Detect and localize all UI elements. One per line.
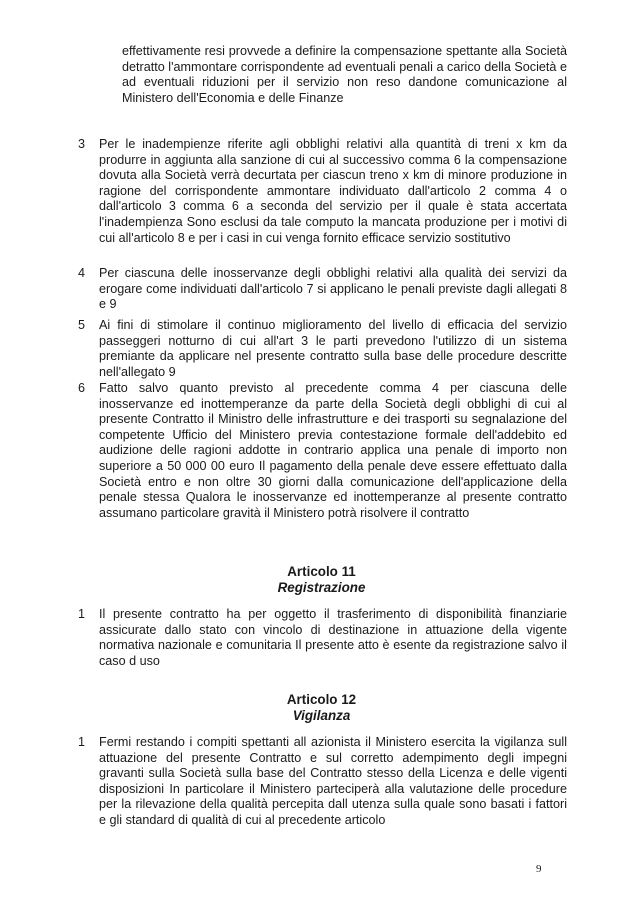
article-subtitle: Registrazione <box>277 580 366 595</box>
article-subtitle: Vigilanza <box>292 708 351 723</box>
paragraph-number: 6 <box>78 381 86 395</box>
paragraph-3 <box>78 137 567 246</box>
paragraph-number: 1 <box>78 607 86 621</box>
paragraph-text: Il presente contratto ha per oggetto il trasferimento di disponibilità finanziarie assicurate dallo stato con vincolo di destinazione in attuazione della vigente normativa nazionale e comunitaria Il presente atto è esente da registrazione salvo il caso d uso <box>99 607 567 668</box>
paragraph-text: Per le inadempienze riferite agli obblighi relativi alla quantità di treni x km da produrre in aggiunta alla sanzione di cui al successivo comma 6 la compensazione dovuta alla Società verrà decurtata per ciascun treno x km di minore produzione in ragione del corrispondente ammontare individuato dall'articolo 2 comma 4 o dall'articolo 3 comma 6 a seconda del servizio per il quale è stata accertata l'inadempienza Sono esclusi da tale computo la mancata produzione per i motivi di cui all'articolo 8 e per i casi in cui venga fornito efficace servizio sostitutivo <box>99 137 567 245</box>
article-title: Articolo 11 <box>287 564 356 579</box>
page-number: 9 <box>536 863 542 875</box>
continuation-paragraph: effettivamente resi provvede a definire la compensazione spettante alla Società detratto l'ammontare corrispondente ad eventuali penali a carico della Società e ad eventuali riduzioni per il servizio non reso dandone comunicazione al Ministero dell'Economia e delle Finanze <box>122 44 567 105</box>
paragraph-number: 5 <box>78 318 86 332</box>
paragraph-number: 3 <box>78 137 86 151</box>
paragraph-number: 1 <box>78 735 86 749</box>
paragraph-4 <box>78 266 567 313</box>
article-11-heading <box>0 564 643 596</box>
paragraph-number: 4 <box>78 266 86 280</box>
paragraph-text: Per ciascuna delle inosservanze degli obblighi relativi alla qualità dei servizi da erogare come individuati dall'articolo 7 si applicano le penali previste dagli allegati 8 e 9 <box>99 266 567 312</box>
article-12-paragraph-1 <box>78 735 567 829</box>
article-title: Articolo 12 <box>286 692 357 707</box>
paragraph-text: Fermi restando i compiti spettanti all azionista il Ministero esercita la vigilanza sull attuazione del presente Contratto e sul corretto adempimento degli impegni gravanti sulla Società sulla base del Contratto stesso della Licenza e delle vigenti disposizioni In particolare il Ministero parteciperà alla valutazione delle procedure per la rilevazione della qualità percepita dall utenza sulla quale sono basati i fattori e gli standard di qualità di cui al precedente articolo <box>99 735 567 827</box>
article-11-paragraph-1 <box>78 607 567 669</box>
paragraph-6 <box>78 381 567 521</box>
paragraph-text: Fatto salvo quanto previsto al precedente comma 4 per ciascuna delle inosservanze ed inottemperanze da parte della Società degli obblighi di cui al presente Contratto il Ministro delle infrastrutture e dei trasporti su segnalazione del competente Ufficio del Ministero previa contestazione formale dell'addebito ed audizione delle ragioni addotte in contrario applica una penale di importo non superiore a 50 000 00 euro Il pagamento della penale deve essere effettuato dalla Società entro e non oltre 30 giorni dalla comunicazione dell'applicazione della penale stessa Qualora le inosservanze ed inottemperanze al presente contratto assumano particolare gravità il Ministero potrà risolvere il contratto <box>99 381 567 520</box>
paragraph-5 <box>78 318 567 380</box>
paragraph-text: Ai fini di stimolare il continuo miglioramento del livello di efficacia del servizio passeggeri notturno di cui all'art 3 le parti prevedono l'utilizzo di un sistema premiante da applicare nel presente contratto sulla base delle procedure descritte nell'allegato 9 <box>99 318 567 379</box>
article-12-heading <box>0 692 643 724</box>
